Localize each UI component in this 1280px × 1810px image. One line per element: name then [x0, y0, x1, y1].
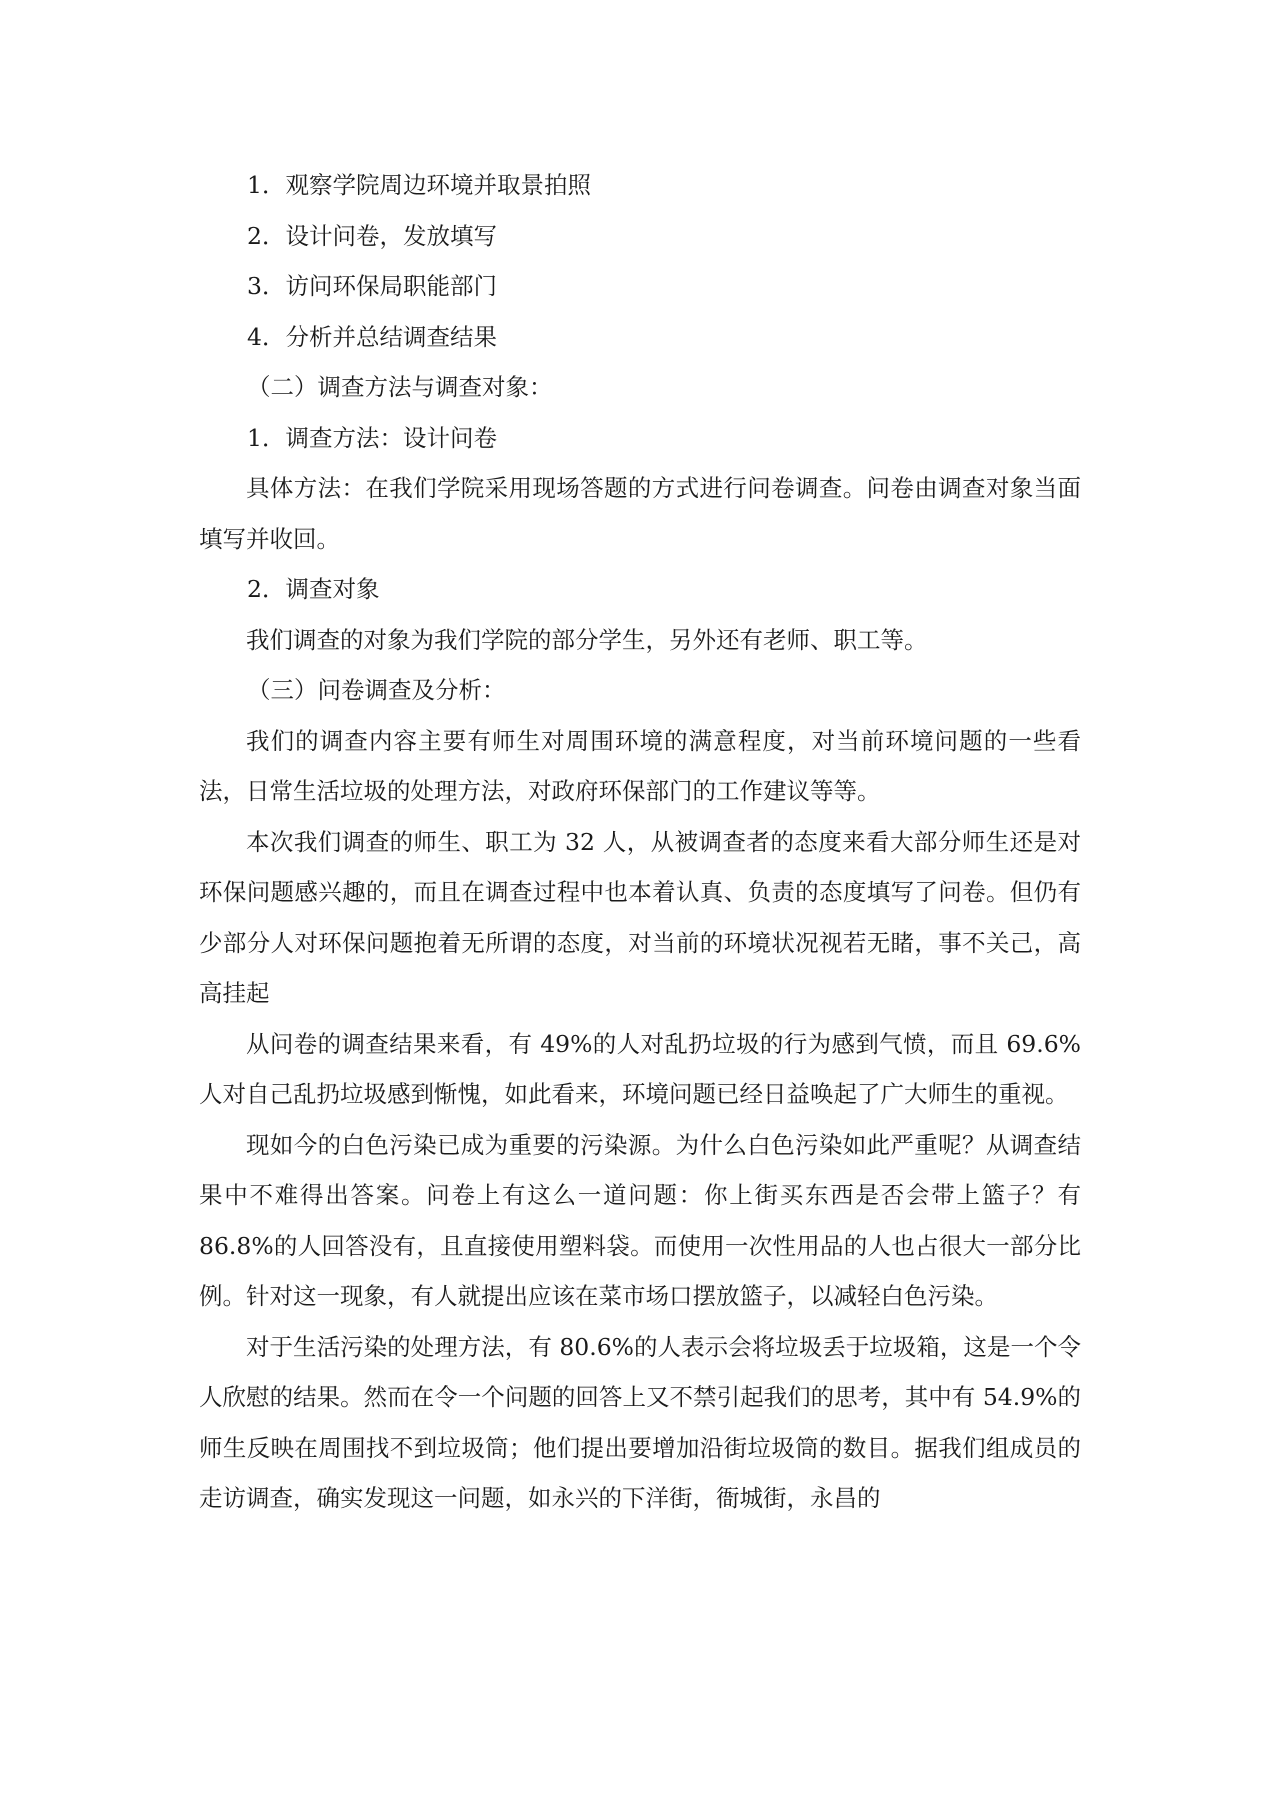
section-heading-analysis: （三）问卷调查及分析：: [247, 676, 506, 704]
paragraph-attitude: 本次我们调查的师生、职工为 32 人，从被调查者的态度来看大部分师生还是对环保问题感兴趣的，而且在调查过程中也本着认真、负责的态度填写了问卷。但仍有少部分人对环保问题抱着无所谓的态度，对当前的环境状况视若无睹，事不关己，高高挂起: [199, 827, 1081, 1007]
list-item-3: 3．访问环保局职能部门: [247, 272, 497, 300]
paragraph-garbage-disposal: 对于生活污染的处理方法，有 80.6%的人表示会将垃圾丢于垃圾箱，这是一个令人欣慰的结果。然而在令一个问题的回答上又不禁引起我们的思考，其中有 54.9%的师生反映在周围找不到垃圾筒；他们提出要增加沿街垃圾筒的数目。据我们组成员的走访调查，确实发现这一问题，如永兴的下洋街，衙城街，永昌的: [199, 1332, 1081, 1512]
paragraph-subjects: 我们调查的对象为我们学院的部分学生，另外还有老师、职工等。: [246, 625, 928, 654]
method-heading: 1．调查方法：设计问卷: [247, 423, 497, 452]
section-heading-methods: （二）调查方法与调查对象：: [247, 373, 553, 401]
list-item-1: 1．观察学院周边环境并取景拍照: [247, 171, 591, 199]
list-item-2: 2．设计问卷，发放填写: [247, 221, 497, 250]
document-body: [199, 160, 1081, 1524]
list-item-4: 4．分析并总结调查结果: [247, 322, 497, 351]
paragraph-results: 从问卷的调查结果来看，有 49%的人对乱扔垃圾的行为感到气愤，而且 69.6%人对自己乱扔垃圾感到惭愧，如此看来，环境问题已经日益唤起了广大师生的重视。: [199, 1029, 1081, 1108]
subject-heading: 2．调查对象: [247, 575, 380, 603]
paragraph-method-detail: 具体方法：在我们学院采用现场答题的方式进行问卷调查。问卷由调查对象当面填写并收回。: [199, 474, 1081, 553]
paragraph-white-pollution: 现如今的白色污染已成为重要的污染源。为什么白色污染如此严重呢？从调查结果中不难得出答案。问卷上有这么一道问题：你上街买东西是否会带上篮子？有 86.8%的人回答没有，且直接使用塑料袋。而使用一次性用品的人也占很大一部分比例。针对这一现象，有人就提出应该在菜市场口摆放篮子，以减轻白色污染。: [199, 1130, 1081, 1310]
paragraph-content: 我们的调查内容主要有师生对周围环境的满意程度，对当前环境问题的一些看法，日常生活垃圾的处理方法，对政府环保部门的工作建议等等。: [199, 726, 1081, 805]
